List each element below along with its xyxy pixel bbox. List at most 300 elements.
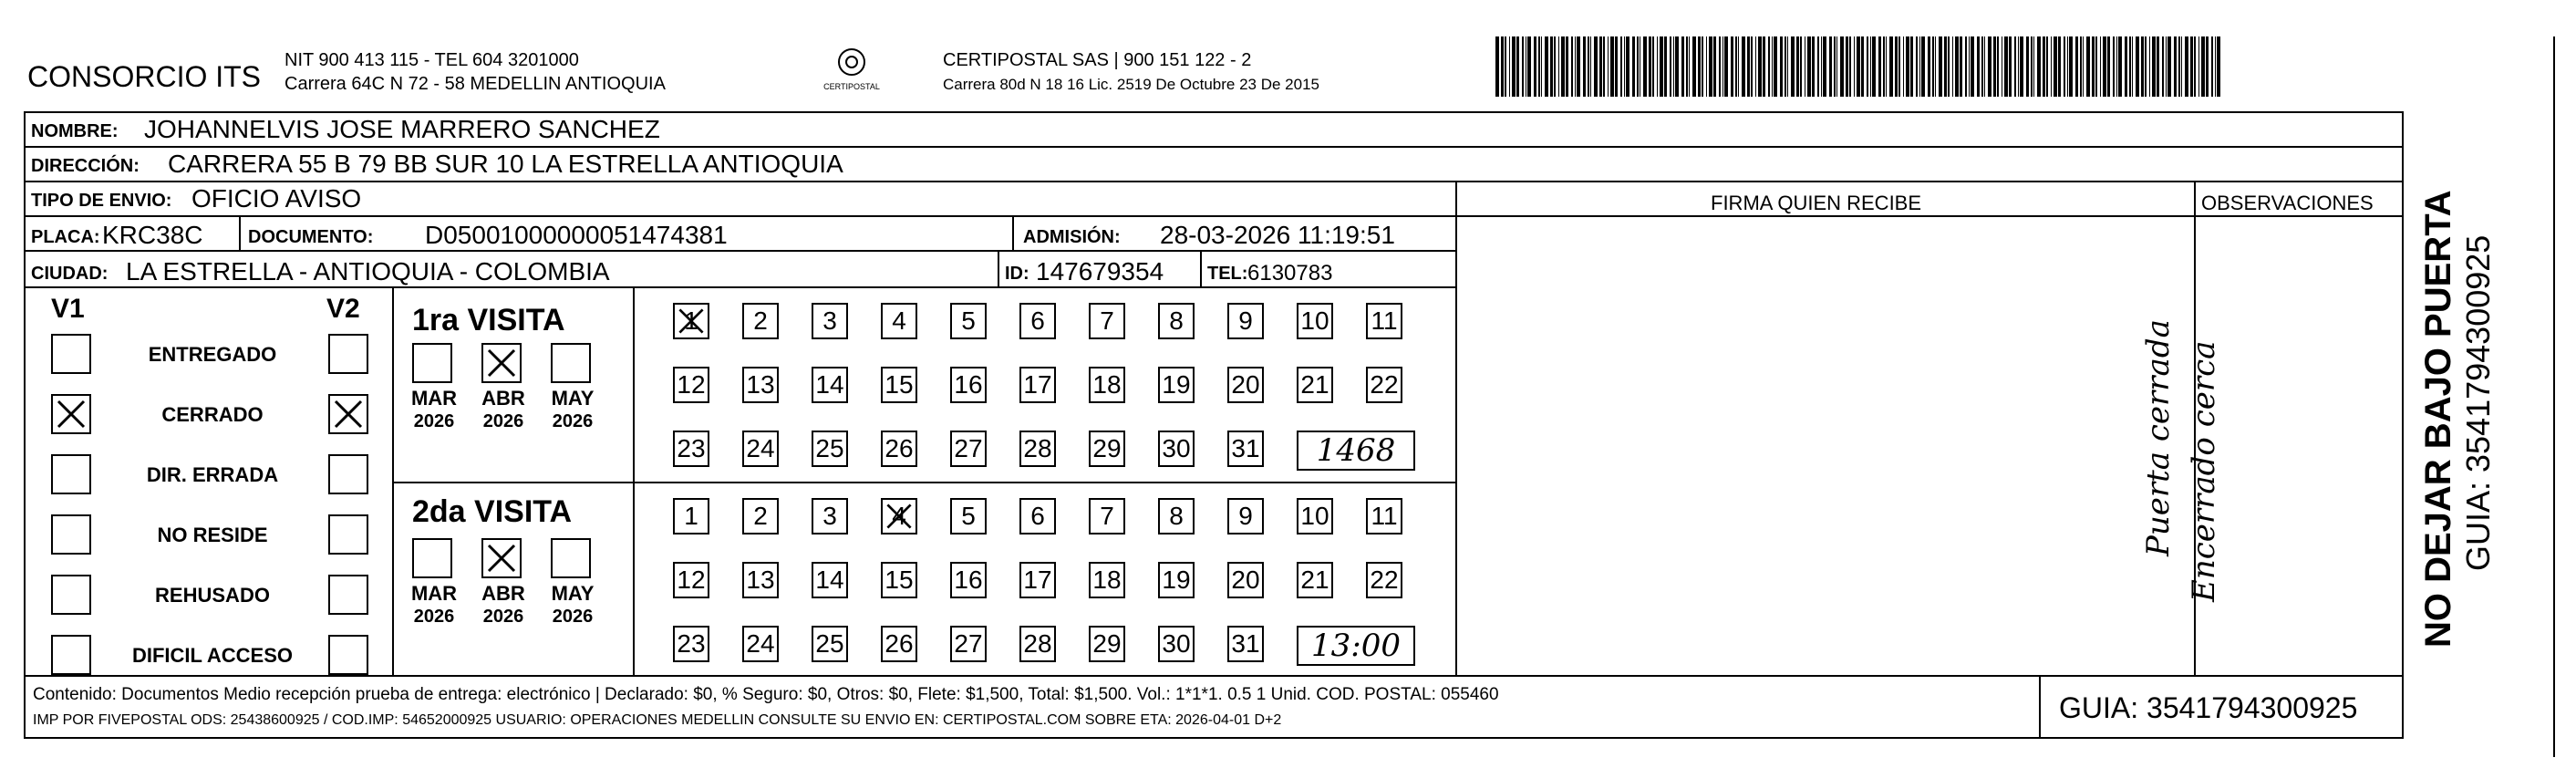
barcode-bar: [2020, 36, 2023, 97]
admision-value: 28-03-2026 11:19:51: [1160, 221, 1395, 249]
day-cell[interactable]: [742, 562, 779, 598]
rule: [998, 250, 999, 286]
barcode-bar: [1626, 36, 1629, 97]
year-label: 2026: [482, 411, 524, 431]
rule: [1455, 215, 2404, 217]
barcode-bar: [1921, 36, 1925, 97]
barcode-bar: [1632, 36, 1635, 97]
barcode-bar: [1538, 36, 1540, 97]
day-number: 28: [1023, 434, 1052, 462]
day-cell[interactable]: [881, 562, 917, 598]
barcode-bar: [1935, 36, 1936, 97]
tipo-value: OFICIO AVISO: [191, 184, 362, 213]
month-label: ABR: [481, 387, 525, 410]
barcode-bar: [1870, 36, 1871, 97]
barcode-bar: [1608, 36, 1609, 97]
barcode-bar: [1928, 36, 1930, 97]
day-number: 23: [677, 434, 706, 462]
day-number: 24: [746, 434, 775, 462]
barcode-bar: [1577, 36, 1580, 97]
barcode-bar: [1763, 36, 1765, 97]
barcode-bar: [1829, 36, 1832, 97]
observaciones-handwriting: [2140, 319, 2334, 666]
barcode-bar: [2009, 36, 2012, 97]
day-cell[interactable]: [1019, 562, 1056, 598]
barcode-bar: [2046, 36, 2048, 97]
handwriting-line: Encerrado cerca: [2186, 340, 2222, 602]
day-cell[interactable]: [673, 626, 709, 662]
barcode-bar: [1774, 36, 1777, 97]
barcode-bar: [2037, 36, 2041, 97]
handwriting-line: Puerta cerrada: [2140, 319, 2177, 556]
day-cell[interactable]: [1158, 562, 1195, 598]
barcode-bar: [1971, 36, 1974, 97]
ciudad-label: CIUDAD:: [31, 264, 109, 284]
month-checkbox[interactable]: [412, 343, 452, 383]
barcode-bar: [1643, 36, 1647, 97]
barcode-bar: [1854, 36, 1855, 97]
barcode-bar: [1561, 36, 1565, 97]
day-cell[interactable]: [950, 303, 987, 339]
month-label: MAY: [551, 582, 595, 605]
v1-checkbox[interactable]: [51, 454, 91, 494]
barcode-bar: [2166, 36, 2167, 97]
day-number: 11: [1371, 306, 1398, 335]
barcode-bar: [1910, 36, 1913, 97]
barcode-bar: [1742, 36, 1745, 97]
barcode-bar: [2043, 36, 2045, 97]
barcode-bar: [2113, 36, 2115, 97]
month-label: MAR: [410, 582, 458, 605]
day-number: 3: [822, 502, 837, 530]
barcode-bar: [1812, 36, 1815, 97]
barcode-bar: [1505, 36, 1506, 97]
barcode-bar: [1906, 36, 1909, 97]
barcode-bar: [1939, 36, 1942, 97]
day-cell[interactable]: [812, 562, 848, 598]
company-nit: NIT 900 413 115 - TEL 604 3201000: [284, 50, 579, 70]
day-cell[interactable]: [673, 431, 709, 467]
barcode-bar: [2067, 36, 2068, 97]
barcode-bar: [1919, 36, 1920, 97]
day-number: 16: [954, 566, 983, 594]
day-cell[interactable]: [1297, 303, 1333, 339]
day-cell[interactable]: [742, 303, 779, 339]
barcode-bar: [1807, 36, 1811, 97]
barcode-bar: [1657, 36, 1658, 97]
ciudad-value: LA ESTRELLA - ANTIOQUIA - COLOMBIA: [126, 257, 610, 285]
year-label: 2026: [482, 607, 524, 627]
barcode-bar: [2152, 36, 2156, 97]
barcode-bar: [2136, 36, 2139, 97]
barcode-bar: [1588, 36, 1589, 97]
tel-label: TEL:: [1207, 264, 1248, 284]
barcode-bar: [1675, 36, 1679, 97]
month-checkbox[interactable]: [551, 343, 591, 383]
day-cell[interactable]: [881, 367, 917, 403]
check-x-mark: [883, 500, 916, 533]
day-cell[interactable]: [1227, 431, 1264, 467]
day-cell[interactable]: [950, 498, 987, 534]
day-cell[interactable]: [1297, 367, 1333, 403]
month-checkbox[interactable]: [551, 538, 591, 578]
barcode-bar: [2201, 36, 2205, 97]
barcode-bar: [1780, 36, 1783, 97]
day-cell[interactable]: [1366, 562, 1402, 598]
day-cell[interactable]: [812, 498, 848, 534]
barcode-bar: [1791, 36, 1795, 97]
barcode-bar: [2083, 36, 2084, 97]
day-number: 4: [892, 306, 906, 335]
check-x-mark: [483, 540, 520, 576]
v2-label: V2: [326, 294, 360, 324]
visit-time-field[interactable]: 1468: [1297, 431, 1415, 471]
barcode-bar: [1495, 36, 1499, 97]
check-x-mark: [53, 396, 89, 432]
v2-checkbox[interactable]: [328, 334, 368, 374]
placa-label: PLACA:: [31, 227, 100, 247]
day-number: 1: [684, 306, 698, 335]
v2-checkbox[interactable]: [328, 635, 368, 675]
visit2-title: 2da VISITA: [412, 494, 573, 529]
barcode-bar: [1516, 36, 1519, 97]
month-checkbox[interactable]: [481, 343, 522, 383]
day-cell[interactable]: [812, 303, 848, 339]
barcode-bar: [1735, 36, 1737, 97]
barcode-bar: [1823, 36, 1826, 97]
svg-text:CERTIPOSTAL: CERTIPOSTAL: [823, 82, 880, 91]
day-cell[interactable]: [881, 431, 917, 467]
day-number: 27: [954, 629, 983, 658]
v1-label: V1: [51, 294, 85, 324]
day-number: 22: [1370, 370, 1399, 399]
v2-checkbox[interactable]: [328, 454, 368, 494]
day-cell[interactable]: [812, 431, 848, 467]
status-label: CERRADO: [161, 403, 264, 426]
page-edge: [2553, 36, 2555, 757]
day-cell[interactable]: [1019, 498, 1056, 534]
day-cell[interactable]: [881, 498, 917, 534]
day-cell[interactable]: [1297, 562, 1333, 598]
day-cell[interactable]: [881, 626, 917, 662]
day-number: 27: [954, 434, 983, 462]
barcode-bar: [1709, 36, 1712, 97]
day-cell[interactable]: [1089, 498, 1125, 534]
barcode-bar: [2116, 36, 2117, 97]
day-cell[interactable]: [950, 626, 987, 662]
barcode-bar: [1944, 36, 1947, 97]
form-frame: [24, 111, 2404, 739]
day-cell[interactable]: [1227, 303, 1264, 339]
v1-checkbox[interactable]: [51, 635, 91, 675]
barcode-bar: [1889, 36, 1893, 97]
month-checkbox[interactable]: [412, 538, 452, 578]
barcode-bar: [1796, 36, 1799, 97]
day-number: 4: [892, 502, 906, 530]
day-number: 25: [815, 434, 844, 462]
barcode-bar: [1706, 36, 1707, 97]
barcode-bar: [1698, 36, 1701, 97]
visit-time-field[interactable]: 13:00: [1297, 626, 1415, 666]
barcode-bar: [1590, 36, 1591, 97]
day-number: 5: [961, 502, 976, 530]
barcode-bar: [2145, 36, 2147, 97]
v1-checkbox[interactable]: [51, 394, 91, 434]
barcode-bar: [2215, 36, 2216, 97]
barcode-bar: [1558, 36, 1559, 97]
day-number: 6: [1030, 306, 1045, 335]
status-label: DIR. ERRADA: [146, 463, 279, 486]
day-cell[interactable]: [1227, 367, 1264, 403]
barcode-bar: [1768, 36, 1770, 97]
v2-checkbox[interactable]: [328, 514, 368, 555]
firma-label: FIRMA QUIEN RECIBE: [1711, 192, 1922, 214]
day-number: 1: [684, 502, 698, 530]
day-cell[interactable]: [1019, 303, 1056, 339]
day-number: 29: [1092, 629, 1122, 658]
day-cell[interactable]: [1366, 303, 1402, 339]
day-cell[interactable]: [1158, 303, 1195, 339]
day-cell[interactable]: [1089, 626, 1125, 662]
barcode-bar: [1509, 36, 1510, 97]
day-number: 25: [815, 629, 844, 658]
barcode-bar: [1948, 36, 1950, 97]
rule: [24, 181, 2404, 182]
rule: [2039, 675, 2041, 739]
barcode-bar: [1681, 36, 1684, 97]
barcode-bar: [1988, 36, 1991, 97]
day-cell[interactable]: [950, 367, 987, 403]
barcode-bar: [2026, 36, 2029, 97]
day-cell[interactable]: [673, 498, 709, 534]
certipostal-logo: [819, 44, 885, 99]
barcode-bar: [1840, 36, 1844, 97]
barcode-bar: [2095, 36, 2097, 97]
day-number: 31: [1231, 434, 1260, 462]
barcode-bar: [1686, 36, 1688, 97]
day-cell[interactable]: [673, 303, 709, 339]
month-label: MAY: [551, 387, 595, 410]
side-guia: GUIA: 3541794300925: [2459, 234, 2497, 571]
month-label: ABR: [481, 582, 525, 605]
barcode-bar: [2211, 36, 2213, 97]
year-label: 2026: [552, 411, 594, 431]
carrier-name: CERTIPOSTAL SAS | 900 151 122 - 2: [943, 50, 1252, 70]
rule: [239, 215, 241, 250]
day-number: 20: [1231, 370, 1260, 399]
barcode-bar: [2058, 36, 2061, 97]
check-x-mark: [483, 345, 520, 381]
rule: [1455, 181, 1457, 675]
day-cell[interactable]: [881, 303, 917, 339]
barcode-bar: [1673, 36, 1674, 97]
barcode-bar: [1867, 36, 1868, 97]
day-cell[interactable]: [1158, 431, 1195, 467]
day-cell[interactable]: [1019, 431, 1056, 467]
barcode-bar: [1670, 36, 1671, 97]
carrier-address: Carrera 80d N 18 16 Lic. 2519 De Octubre 23 De 2015: [943, 76, 1319, 93]
admision-label: ADMISIÓN:: [1023, 227, 1121, 247]
barcode-bar: [1702, 36, 1703, 97]
barcode-bar: [1993, 36, 1996, 97]
barcode-bar: [1724, 36, 1728, 97]
barcode-bar: [1834, 36, 1836, 97]
barcode-bar: [1541, 36, 1542, 97]
barcode-bar: [2118, 36, 2122, 97]
day-cell[interactable]: [1158, 367, 1195, 403]
barcode-bar: [2086, 36, 2090, 97]
day-number: 30: [1162, 629, 1191, 658]
barcode-bar: [2174, 36, 2177, 97]
barcode-bar: [2054, 36, 2057, 97]
visit1-title: 1ra VISITA: [412, 303, 565, 337]
barcode-bar: [1731, 36, 1733, 97]
barcode-bar: [2190, 36, 2193, 97]
barcode-bar: [1916, 36, 1918, 97]
barcode-bar: [1903, 36, 1904, 97]
day-cell[interactable]: [1366, 367, 1402, 403]
day-number: 22: [1370, 566, 1399, 594]
day-number: 15: [885, 370, 914, 399]
day-cell[interactable]: [1227, 498, 1264, 534]
barcode-bar: [1660, 36, 1663, 97]
barcode-bar: [2031, 36, 2033, 97]
v1-checkbox[interactable]: [51, 334, 91, 374]
barcode-bar: [1527, 36, 1531, 97]
barcode-bar: [1649, 36, 1651, 97]
day-cell[interactable]: [1089, 562, 1125, 598]
day-cell[interactable]: [1158, 498, 1195, 534]
barcode-bar: [1878, 36, 1881, 97]
footer-imp: IMP POR FIVEPOSTAL ODS: 25438600925 / COD.IMP: 54652000925 USUARIO: OPERACIONES MEDELLIN CONSULTE SU ENVIO EN: CERTIPOSTAL.COM SOBRE ETA: 2026-04-01 D+2: [33, 712, 1282, 728]
status-label: DIFICIL ACCESO: [131, 644, 293, 667]
barcode-bar: [1981, 36, 1983, 97]
barcode-bar: [1664, 36, 1667, 97]
day-number: 12: [677, 370, 706, 399]
day-number: 13: [746, 370, 775, 399]
day-number: 9: [1238, 306, 1253, 335]
barcode-bar: [1758, 36, 1762, 97]
day-cell[interactable]: [1227, 626, 1264, 662]
rule: [392, 482, 1455, 483]
barcode-bar: [1747, 36, 1750, 97]
day-number: 13: [746, 566, 775, 594]
day-cell[interactable]: [1089, 431, 1125, 467]
barcode-bar: [1886, 36, 1887, 97]
barcode-bar: [1512, 36, 1516, 97]
documento-label: DOCUMENTO:: [248, 227, 374, 247]
barcode-bar: [1689, 36, 1690, 97]
barcode-bar: [1713, 36, 1716, 97]
barcode-bar: [1603, 36, 1605, 97]
barcode-bar: [1932, 36, 1934, 97]
tel-value: 6130783: [1247, 261, 1333, 285]
barcode-bar: [1501, 36, 1504, 97]
day-number: 17: [1023, 566, 1052, 594]
day-cell[interactable]: [742, 431, 779, 467]
day-cell[interactable]: [1019, 626, 1056, 662]
barcode-bar: [2149, 36, 2150, 97]
barcode-bar: [1977, 36, 1980, 97]
barcode-bar: [1652, 36, 1654, 97]
day-cell[interactable]: [1089, 367, 1125, 403]
month-checkbox[interactable]: [481, 538, 522, 578]
barcode-bar: [1800, 36, 1802, 97]
v2-checkbox[interactable]: [328, 394, 368, 434]
day-cell[interactable]: [742, 367, 779, 403]
day-number: 12: [677, 566, 706, 594]
day-cell[interactable]: [812, 367, 848, 403]
barcode-bar: [2103, 36, 2106, 97]
v1-checkbox[interactable]: [51, 575, 91, 615]
day-cell[interactable]: [742, 498, 779, 534]
barcode-bar: [1751, 36, 1753, 97]
barcode-bar: [1594, 36, 1598, 97]
v1-checkbox[interactable]: [51, 514, 91, 555]
day-number: 20: [1231, 566, 1260, 594]
v2-checkbox[interactable]: [328, 575, 368, 615]
day-number: 10: [1300, 306, 1329, 335]
day-cell[interactable]: [950, 562, 987, 598]
barcode-bar: [1610, 36, 1614, 97]
barcode-bar: [1960, 36, 1962, 97]
day-number: 14: [815, 370, 844, 399]
day-number: 14: [815, 566, 844, 594]
barcode-bar: [1895, 36, 1898, 97]
barcode-bar: [1849, 36, 1851, 97]
nombre-label: NOMBRE:: [31, 121, 119, 141]
day-cell[interactable]: [1297, 498, 1333, 534]
day-number: 21: [1300, 566, 1329, 594]
day-cell[interactable]: [673, 367, 709, 403]
status-label: REHUSADO: [155, 584, 270, 607]
barcode-bar: [1883, 36, 1885, 97]
day-cell[interactable]: [1019, 367, 1056, 403]
day-cell[interactable]: [742, 626, 779, 662]
day-cell[interactable]: [1158, 626, 1195, 662]
barcode-bar: [1872, 36, 1876, 97]
day-cell[interactable]: [1366, 498, 1402, 534]
year-label: 2026: [413, 607, 455, 627]
barcode-bar: [2206, 36, 2209, 97]
barcode-bar: [2167, 36, 2171, 97]
barcode-bar: [1955, 36, 1959, 97]
check-x-mark: [675, 305, 708, 337]
barcode-bar: [1624, 36, 1625, 97]
day-cell[interactable]: [1089, 303, 1125, 339]
barcode-bar: [2125, 36, 2127, 97]
barcode-bar: [2075, 36, 2078, 97]
day-number: 26: [885, 434, 914, 462]
day-number: 29: [1092, 434, 1122, 462]
day-number: 10: [1300, 502, 1329, 530]
day-cell[interactable]: [950, 431, 987, 467]
footer-guia: GUIA: 3541794300925: [2059, 691, 2358, 724]
barcode-bar: [2004, 36, 2008, 97]
day-number: 6: [1030, 502, 1045, 530]
barcode-bar: [1965, 36, 1967, 97]
barcode-bar: [1554, 36, 1556, 97]
rule: [392, 286, 394, 675]
day-number: 19: [1162, 566, 1191, 594]
day-cell[interactable]: [1227, 562, 1264, 598]
day-cell[interactable]: [812, 626, 848, 662]
rule: [1012, 215, 1014, 250]
barcode-bar: [1821, 36, 1822, 97]
barcode-bar: [1550, 36, 1553, 97]
day-cell[interactable]: [673, 562, 709, 598]
barcode-bar: [1857, 36, 1860, 97]
